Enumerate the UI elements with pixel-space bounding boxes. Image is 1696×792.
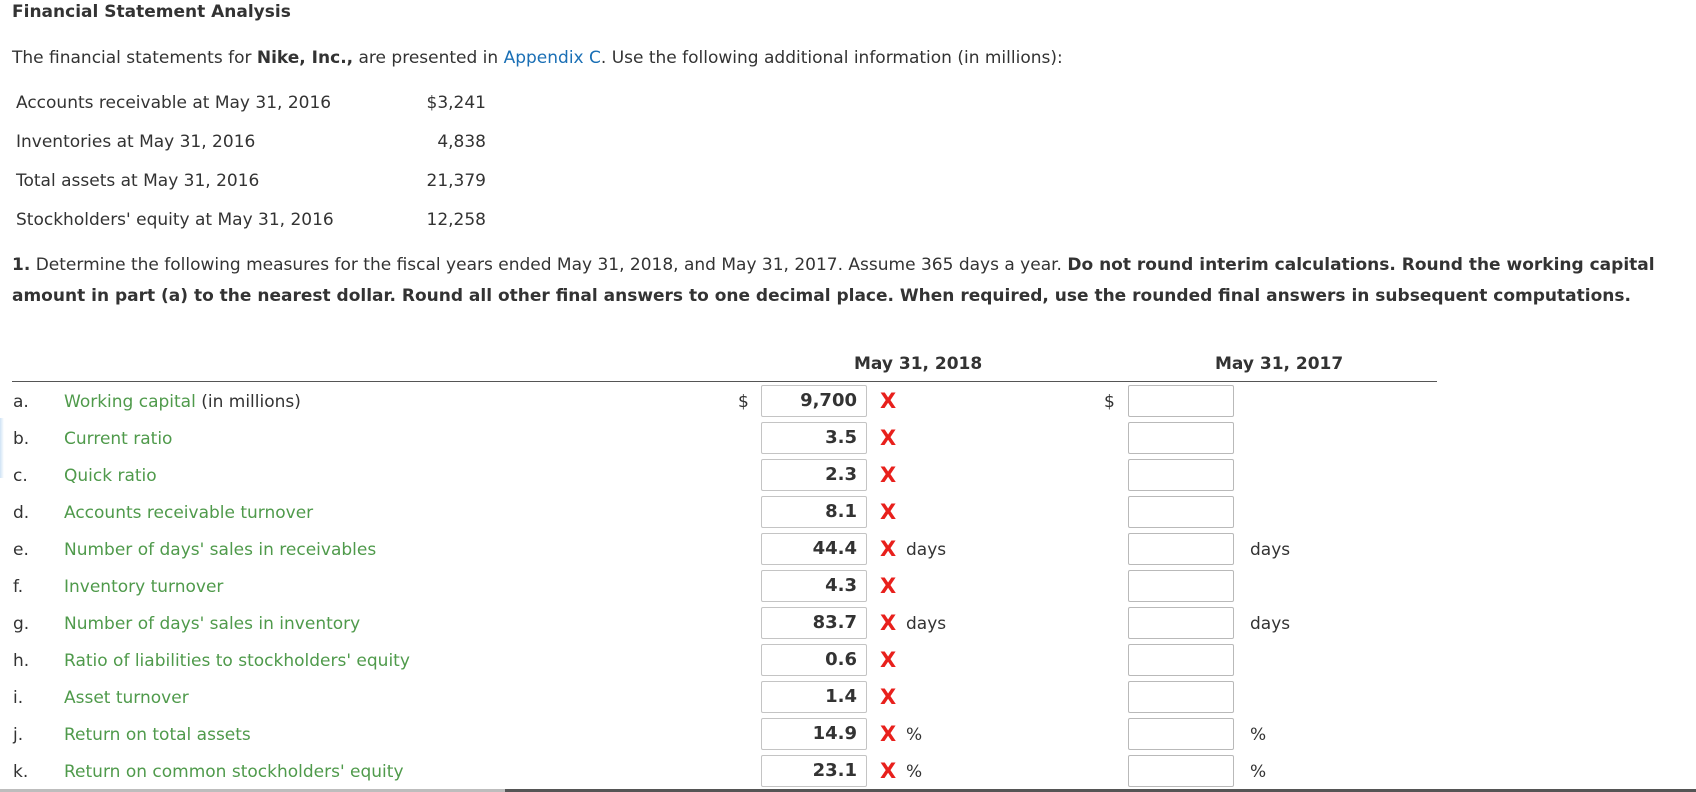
incorrect-x-icon: X [880,463,897,487]
table-row [0,642,1696,679]
info-label: Inventories at May 31, 2016 [16,132,256,152]
answer-input-2018[interactable]: 44.4 [761,533,867,565]
table-row [0,753,1696,790]
incorrect-x-icon: X [880,611,897,635]
info-label: Total assets at May 31, 2016 [16,171,260,191]
page-title: Financial Statement Analysis [12,2,291,22]
info-row [16,210,486,234]
row-description [64,725,251,745]
info-value: $3,241 [426,93,486,113]
table-row [0,420,1696,457]
row-letter: a. [13,392,29,412]
question-number: 1. [12,255,31,275]
intro-post: . Use the following additional information (in millions): [600,48,1063,68]
unit-label-2017: days [1250,614,1291,634]
info-label: Stockholders' equity at May 31, 2016 [16,210,334,230]
table-row [0,568,1696,605]
glossary-term-link[interactable]: Return on common stockholders' equity [64,762,404,782]
instructions-plain: Determine the following measures for the fiscal years ended May 31, 2018, and May 31, 2017. Assume 365 days a year. [30,255,1068,275]
glossary-term-link[interactable]: Number of days' sales in receivables [64,540,377,560]
incorrect-x-icon: X [880,759,897,783]
instructions-bold: Do not round interim calculations. Round the working capital amount in part (a) to the nearest dollar. Round all other final answers to one decimal place. When required, use the rounded final answers in subsequent computations. [12,255,1655,306]
incorrect-x-icon: X [880,722,897,746]
unit-label-2018: % [906,725,923,745]
info-value: 4,838 [437,132,486,152]
table-row [0,605,1696,642]
glossary-term-link[interactable]: Inventory turnover [64,577,224,597]
intro-text [12,48,1063,68]
incorrect-x-icon: X [880,500,897,524]
unit-label-2017: days [1250,540,1291,560]
unit-label-2018: days [906,614,947,634]
row-letter: b. [13,429,30,449]
row-letter: j. [13,725,24,745]
table-row [0,494,1696,531]
answer-input-2017[interactable] [1128,459,1234,491]
glossary-term-link[interactable]: Return on total assets [64,725,251,745]
answer-input-2017[interactable] [1128,607,1234,639]
info-value: 12,258 [426,210,486,230]
incorrect-x-icon: X [880,389,897,413]
answer-input-2018[interactable]: 83.7 [761,607,867,639]
appendix-link[interactable]: Appendix C [503,48,601,68]
answer-input-2018[interactable]: 14.9 [761,718,867,750]
answer-input-2017[interactable] [1128,385,1234,417]
answer-input-2018[interactable]: 8.1 [761,496,867,528]
glossary-term-link[interactable]: Current ratio [64,429,173,449]
row-description [64,577,223,597]
row-description [64,429,172,449]
answer-input-2018[interactable]: 2.3 [761,459,867,491]
row-letter: h. [13,651,30,671]
glossary-term-link[interactable]: Quick ratio [64,466,157,486]
table-row [0,716,1696,753]
instructions [12,250,1688,312]
incorrect-x-icon: X [880,426,897,450]
info-label: Accounts receivable at May 31, 2016 [16,93,332,113]
row-description [64,540,376,560]
answer-input-2017[interactable] [1128,533,1234,565]
answer-input-2017[interactable] [1128,422,1234,454]
row-description [64,392,301,412]
incorrect-x-icon: X [880,574,897,598]
intro-pre: The financial statements for [12,48,257,68]
answer-input-2017[interactable] [1128,496,1234,528]
answer-input-2018[interactable]: 9,700 [761,385,867,417]
glossary-term-link[interactable]: Asset turnover [64,688,189,708]
row-description [64,762,404,782]
incorrect-x-icon: X [880,685,897,709]
unit-label-2017: % [1250,762,1267,782]
answer-input-2017[interactable] [1128,644,1234,676]
dollar-sign-2018: $ [738,392,749,412]
answer-input-2018[interactable]: 23.1 [761,755,867,787]
column-header-2018: May 31, 2018 [854,354,983,374]
answer-input-2017[interactable] [1128,755,1234,787]
info-row [16,93,486,117]
row-letter: g. [13,614,30,634]
row-letter: i. [13,688,24,708]
incorrect-x-icon: X [880,537,897,561]
answer-input-2018[interactable]: 4.3 [761,570,867,602]
answer-input-2017[interactable] [1128,718,1234,750]
row-letter: k. [13,762,29,782]
row-letter: c. [13,466,28,486]
answer-input-2018[interactable]: 3.5 [761,422,867,454]
answer-input-2018[interactable]: 0.6 [761,644,867,676]
table-row [0,531,1696,568]
column-header-2017: May 31, 2017 [1215,354,1344,374]
row-description [64,688,189,708]
answer-input-2017[interactable] [1128,570,1234,602]
unit-label-2017: % [1250,725,1267,745]
glossary-term-link[interactable]: Working capital [64,392,196,412]
table-row [0,383,1696,420]
dollar-sign-2017: $ [1104,392,1115,412]
table-row [0,457,1696,494]
info-row [16,171,486,195]
row-description-suffix: (in millions) [195,392,301,412]
glossary-term-link[interactable]: Ratio of liabilities to stockholders' equity [64,651,410,671]
incorrect-x-icon: X [880,648,897,672]
table-row [0,679,1696,716]
unit-label-2018: days [906,540,947,560]
unit-label-2018: % [906,762,923,782]
row-letter: e. [13,540,29,560]
answer-input-2018[interactable]: 1.4 [761,681,867,713]
row-description [64,466,157,486]
intro-mid: are presented in [353,48,504,68]
info-row [16,132,486,156]
row-description [64,614,360,634]
answer-input-2017[interactable] [1128,681,1234,713]
row-description [64,651,410,671]
company-name: Nike, Inc., [256,48,354,68]
row-description [64,503,313,523]
glossary-term-link[interactable]: Number of days' sales in inventory [64,614,361,634]
glossary-term-link[interactable]: Accounts receivable turnover [64,503,314,523]
row-letter: d. [13,503,30,523]
header-divider [12,381,1437,382]
info-value: 21,379 [426,171,486,191]
row-letter: f. [13,577,24,597]
